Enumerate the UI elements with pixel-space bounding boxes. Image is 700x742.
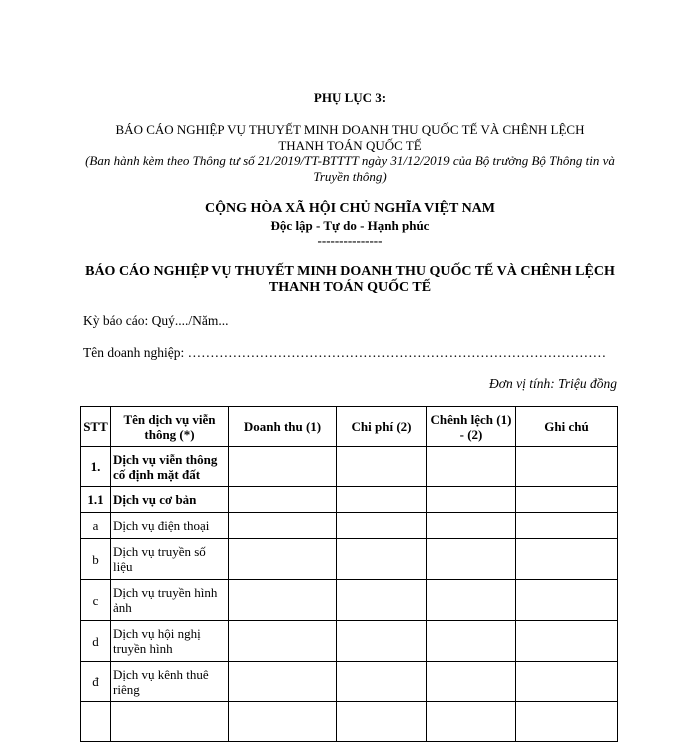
row-cost-cell bbox=[337, 513, 427, 539]
row-revenue-cell bbox=[229, 702, 337, 742]
row-stt: 1. bbox=[81, 447, 111, 487]
appendix-label: PHỤ LỤC 3: bbox=[313, 90, 387, 105]
report-title-main: BÁO CÁO NGHIỆP VỤ THUYẾT MINH DOANH THU QUỐC TẾ VÀ CHÊNH LỆCH THANH TOÁN QUỐC TẾ bbox=[85, 264, 615, 295]
row-revenue-cell bbox=[229, 539, 337, 580]
report-period-field: Kỳ báo cáo: Quý..../Năm... bbox=[83, 313, 229, 328]
row-cost-cell bbox=[337, 447, 427, 487]
row-cost-cell bbox=[337, 580, 427, 621]
row-stt: d bbox=[81, 621, 111, 662]
row-stt bbox=[81, 702, 111, 742]
issued-note: (Ban hành kèm theo Thông tư số 21/2019/TT-BTTTT ngày 31/12/2019 của Bộ trưởng Bộ Thông tin và Truyền thông) bbox=[85, 153, 615, 184]
table-row bbox=[81, 539, 618, 580]
row-revenue-cell bbox=[229, 662, 337, 702]
row-stt: c bbox=[81, 580, 111, 621]
table-row bbox=[81, 513, 618, 539]
row-difference-cell bbox=[427, 662, 516, 702]
row-difference-cell bbox=[427, 513, 516, 539]
row-difference-cell bbox=[427, 580, 516, 621]
header-notes: Ghi chú bbox=[516, 407, 618, 447]
table-row bbox=[81, 487, 618, 513]
row-difference-cell bbox=[427, 621, 516, 662]
row-revenue-cell bbox=[229, 487, 337, 513]
row-stt: đ bbox=[81, 662, 111, 702]
row-service-name: Dịch vụ hội nghị truyền hình bbox=[111, 621, 229, 662]
row-cost-cell bbox=[337, 487, 427, 513]
header-cost: Chi phí (2) bbox=[337, 407, 427, 447]
row-notes-cell bbox=[516, 487, 618, 513]
row-service-name bbox=[111, 702, 229, 742]
table-row bbox=[81, 702, 618, 742]
row-notes-cell bbox=[516, 539, 618, 580]
row-revenue-cell bbox=[229, 447, 337, 487]
row-service-name: Dịch vụ kênh thuê riêng bbox=[111, 662, 229, 702]
row-difference-cell bbox=[427, 447, 516, 487]
company-name-field: Tên doanh nghiệp: ………………………………………………………………………………… bbox=[83, 345, 607, 360]
header-difference: Chênh lệch (1) - (2) bbox=[427, 407, 516, 447]
row-notes-cell bbox=[516, 447, 618, 487]
national-name: CỘNG HÒA XÃ HỘI CHỦ NGHĨA VIỆT NAM bbox=[204, 201, 495, 216]
row-notes-cell bbox=[516, 513, 618, 539]
row-notes-cell bbox=[516, 702, 618, 742]
row-notes-cell bbox=[516, 662, 618, 702]
row-revenue-cell bbox=[229, 621, 337, 662]
row-stt: 1.1 bbox=[81, 487, 111, 513]
row-service-name: Dịch vụ cơ bản bbox=[111, 487, 229, 513]
table-row bbox=[81, 447, 618, 487]
report-table bbox=[80, 406, 618, 742]
header-revenue: Doanh thu (1) bbox=[229, 407, 337, 447]
unit-note: Đơn vị tính: Triệu đồng bbox=[489, 376, 617, 391]
row-service-name: Dịch vụ điện thoại bbox=[111, 513, 229, 539]
row-cost-cell bbox=[337, 702, 427, 742]
table-row bbox=[81, 662, 618, 702]
row-difference-cell bbox=[427, 487, 516, 513]
row-stt: a bbox=[81, 513, 111, 539]
header-service-name: Tên dịch vụ viễn thông (*) bbox=[111, 407, 229, 447]
row-cost-cell bbox=[337, 539, 427, 580]
report-title-top: BÁO CÁO NGHIỆP VỤ THUYẾT MINH DOANH THU QUỐC TẾ VÀ CHÊNH LỆCH THANH TOÁN QUỐC TẾ bbox=[115, 122, 585, 153]
row-cost-cell bbox=[337, 662, 427, 702]
row-difference-cell bbox=[427, 539, 516, 580]
row-revenue-cell bbox=[229, 580, 337, 621]
row-revenue-cell bbox=[229, 513, 337, 539]
table-row bbox=[81, 580, 618, 621]
row-cost-cell bbox=[337, 621, 427, 662]
row-service-name: Dịch vụ viễn thông cố định mặt đất bbox=[111, 447, 229, 487]
row-service-name: Dịch vụ truyền hình ảnh bbox=[111, 580, 229, 621]
row-stt: b bbox=[81, 539, 111, 580]
table-header-row bbox=[81, 407, 618, 447]
table-row bbox=[81, 621, 618, 662]
header-stt: STT bbox=[81, 407, 111, 447]
row-notes-cell bbox=[516, 580, 618, 621]
motto: Độc lập - Tự do - Hạnh phúc bbox=[270, 218, 430, 233]
row-notes-cell bbox=[516, 621, 618, 662]
row-difference-cell bbox=[427, 702, 516, 742]
row-service-name: Dịch vụ truyền số liệu bbox=[111, 539, 229, 580]
divider: --------------- bbox=[317, 233, 383, 248]
